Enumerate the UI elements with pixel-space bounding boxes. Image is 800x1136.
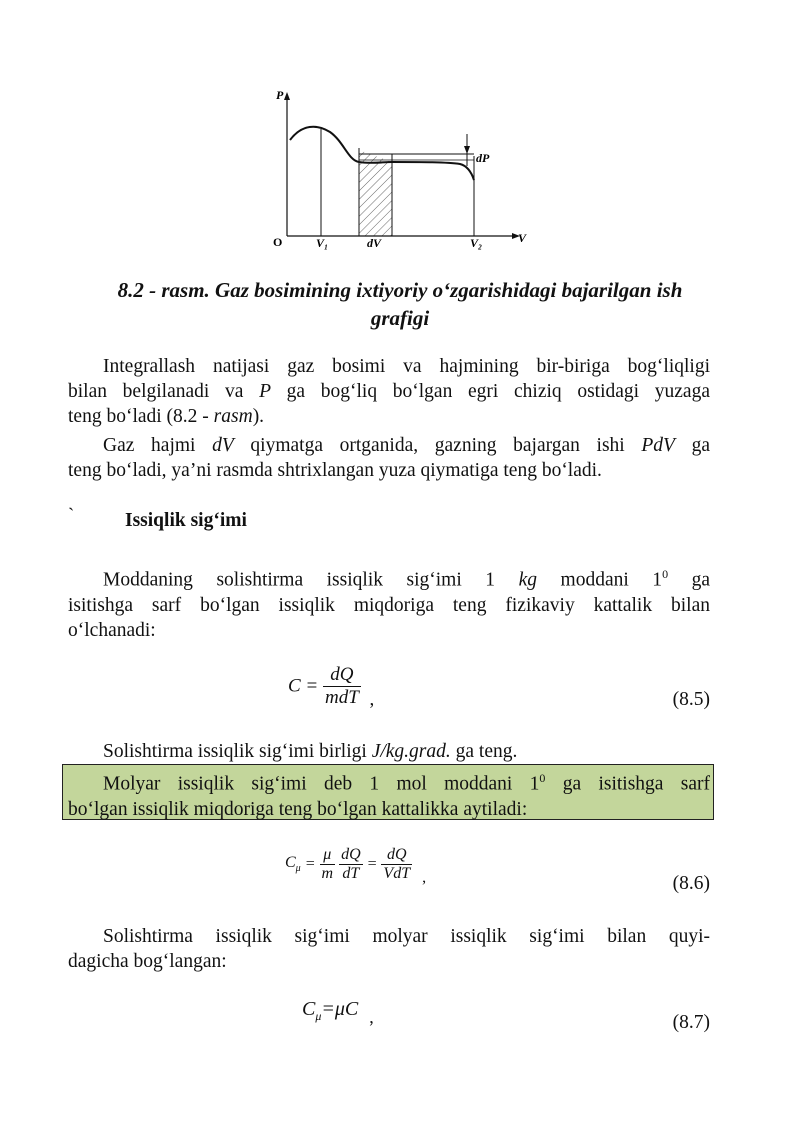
eq85-denominator: mdT [325, 687, 359, 708]
eq87-comma: , [369, 1007, 374, 1027]
para3-unit-kg: kg [518, 569, 537, 591]
para6-line-2: dagicha bog‘langan: [68, 951, 227, 972]
figure-caption [70, 276, 730, 332]
equation-8-6 [285, 846, 426, 887]
dp-arrow-head [464, 146, 470, 154]
equation-number-8-6: (8.6) [672, 873, 710, 894]
caption-line-2: grafigi [370, 306, 430, 330]
para3-line-1 [68, 562, 710, 593]
heading-tick-mark: ` [68, 505, 75, 526]
eq86-f2-num: dQ [341, 846, 361, 863]
eq86-f3-num: dQ [386, 846, 407, 863]
equation-number-8-7: (8.7) [672, 1012, 710, 1033]
para1-line-2 [68, 379, 710, 404]
para2-text: ga [674, 435, 710, 456]
para3-line-2: isitishga sarf bo‘lgan issiqlik miqdoriga teng fizikaviy kattalik bilan [68, 594, 710, 616]
eq86-fraction-2 [339, 846, 363, 883]
para3-text: Moddaning solishtirma issiqlik sig‘imi 1 [103, 569, 519, 591]
eq86-f1-den: m [321, 865, 334, 882]
equation-8-5 [288, 664, 374, 711]
caption-line-1: 8.2 - rasm. Gaz bosimining ixtiyoriy o‘zgarishidagi bajarilgan ish [117, 278, 683, 302]
paragraph-integration [68, 354, 710, 429]
para1-text: ga bog‘liq bo‘lgan egri chiziq ostidagi yuzaga [271, 381, 710, 402]
para4-unit: J/kg.grad. [371, 741, 451, 762]
eq86-f2-den: dT [339, 864, 363, 883]
para1-text: bilan belgilanadi va [68, 381, 260, 402]
para4-text: Solishtirma issiqlik sig‘imi birligi [103, 741, 372, 762]
para4-text-end: ga teng. [450, 741, 518, 762]
eq85-fraction [323, 664, 361, 709]
eq86-mu-sub: μ [295, 863, 301, 875]
dv-label: dV [367, 236, 382, 250]
section-heading: Issiqlik sig‘imi [125, 510, 247, 531]
v-axis-label: V [518, 231, 527, 245]
dp-label: dP [476, 151, 490, 165]
paragraph-work [68, 433, 710, 483]
eq86-fraction-1 [320, 846, 336, 883]
para2-text: qiymatga ortganida, gazning bajargan ishi [233, 435, 642, 456]
paragraph-relation [68, 924, 710, 974]
eq85-numerator: dQ [330, 664, 354, 685]
p-axis-label: P [276, 88, 284, 102]
para3-text: moddani 1 [537, 569, 663, 591]
para5-line-2: bo‘lgan issiqlik miqdoriga teng bo‘lgan kattalikka aytiladi: [68, 798, 528, 820]
para2-line-1 [68, 433, 710, 458]
para3-text: ga [668, 569, 710, 591]
para6-line-1: Solishtirma issiqlik sig‘imi molyar issiqlik sig‘imi bilan quyi- [103, 926, 710, 947]
para2-line-2: teng bo‘ladi, ya’ni rasmda shtrixlangan yuza qiymatiga teng bo‘ladi. [68, 460, 602, 481]
para3-degree: 0 [662, 567, 669, 581]
para1-text: teng bo‘ladi (8.2 - [68, 406, 214, 427]
para5-line-1 [68, 766, 710, 797]
eq86-comma: , [422, 869, 427, 887]
eq86-c: C [285, 854, 296, 872]
eq87-c: C [302, 998, 316, 1020]
v1-label: V₁ [316, 236, 329, 250]
para2-symbol-pdv: PdV [641, 435, 675, 456]
eq87-mu-sub: μ [315, 1009, 322, 1023]
para1-text: ). [252, 406, 265, 427]
para3-line-3: o‘lchanadi: [68, 619, 156, 641]
para1-line-3 [68, 404, 710, 429]
para1-rasm: rasm [213, 406, 253, 427]
p-axis-arrow [284, 92, 290, 100]
paragraph-unit [68, 739, 710, 764]
equation-8-7 [302, 998, 374, 1027]
eq86-equals-1: = [304, 855, 316, 873]
paragraph-specific-heat [68, 562, 710, 643]
paragraph-molar-heat [68, 766, 710, 822]
eq86-lhs [285, 854, 301, 875]
para5-degree: 0 [539, 771, 546, 785]
equation-number-8-5: (8.5) [672, 689, 710, 710]
eq86-equals-2: = [366, 855, 378, 873]
pv-diagram-svg [262, 84, 538, 254]
para5-text: Molyar issiqlik sig‘imi deb 1 mol moddani 1 [103, 773, 540, 795]
v2-label: V₂ [470, 236, 483, 250]
eq85-lhs: C = [288, 675, 319, 697]
para1-symbol-p: P [259, 381, 271, 402]
eq85-comma: , [369, 688, 375, 710]
para2-text: Gaz hajmi [103, 435, 213, 456]
para5-text: ga isitishga sarf [545, 773, 710, 795]
eq86-f3-den: VdT [383, 865, 411, 882]
eq86-f1-num: μ [323, 846, 332, 863]
para1-line-1: Integrallash natijasi gaz bosimi va hajmining bir-biriga bog‘liqligi [103, 356, 710, 377]
para2-symbol-dv: dV [212, 435, 234, 456]
figure-pv-diagram [262, 84, 538, 254]
eq86-fraction-3 [381, 846, 412, 883]
eq87-rhs: =μC [321, 998, 359, 1020]
origin-label: O [273, 235, 283, 249]
